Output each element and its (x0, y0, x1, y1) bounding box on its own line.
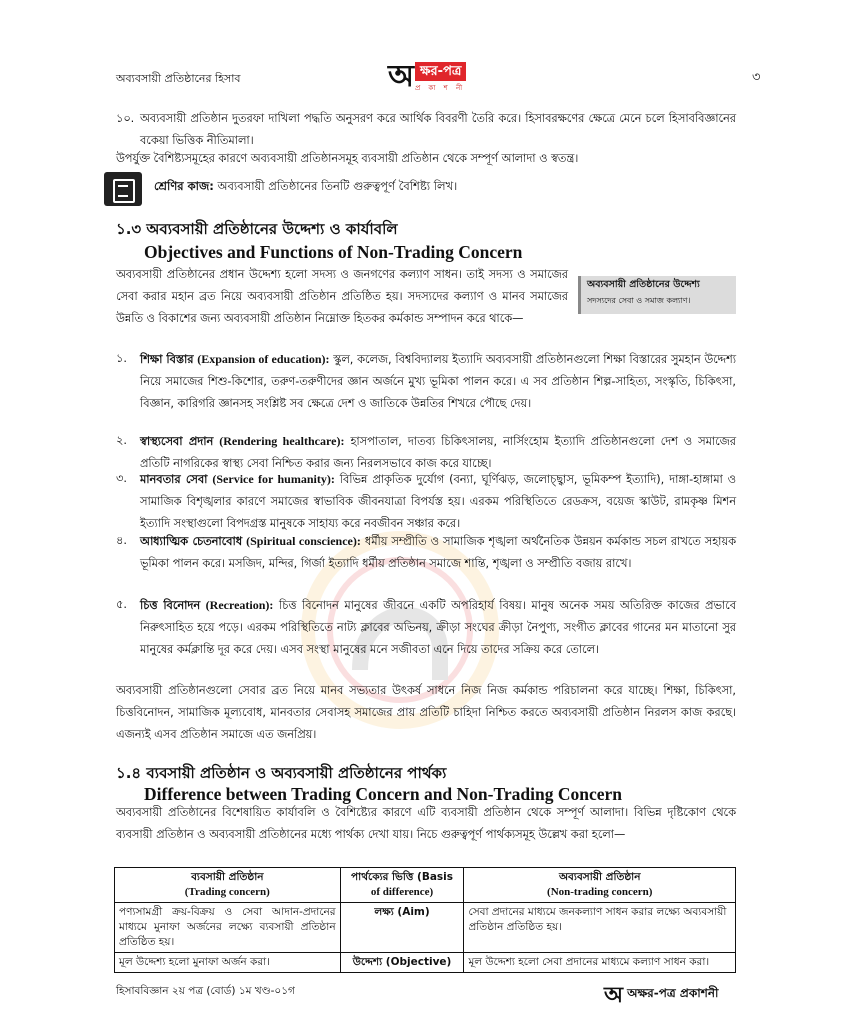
table-header-row (115, 868, 736, 903)
table-header-cell (340, 868, 464, 903)
running-header-title: অব্যবসায়ী প্রতিষ্ঠানের হিসাব (116, 72, 241, 85)
footer-publisher (604, 984, 718, 1006)
list-item-heading-english: (Service for humanity): (212, 472, 335, 486)
table-header-cell (464, 868, 736, 903)
class-work-note (154, 178, 457, 197)
list-item-heading: স্বাস্থ্যসেবা প্রদান (140, 435, 214, 448)
classwork-icon (104, 172, 142, 206)
list-item-heading: মানবতার সেবা (140, 473, 208, 486)
list-item-heading: শিক্ষা বিস্তার (140, 353, 194, 366)
list-number: ৩. (116, 472, 127, 485)
summary-paragraph: উপর্যুক্ত বৈশিষ্ট্যসমূহের কারণে অব্যবসায়ী প্রতিষ্ঠানসমূহ ব্যবসায়ী প্রতিষ্ঠান থেকে সম্পূর্ণ আলাদা ও স্বতন্ত্র। (116, 152, 579, 165)
section-heading-english: Objectives and Functions of Non-Trading Concern (144, 242, 523, 262)
logo-mark: অ (388, 59, 414, 94)
basis-cell: উদ্দেশ্য (Objective) (340, 953, 464, 973)
list-number: ২. (116, 434, 127, 447)
list-number: ৫. (116, 598, 127, 611)
list-number: ১. (116, 352, 127, 365)
list-item-body: চিত্ত বিনোদন মানুষের জীবনে একটি অপরিহার্য বিষয়। মানুষ অনেক সময় অতিরিক্ত কাজের প্রভাবে নিরুৎসাহিত হয়ে পড়ে। এরকম পরিস্থিতিতে নাট্য ক্লাবের অভিনয়, ক্রীড়া সংঘের ক্রীড়া নৈপুণ্য, সংগীত ক্লাবের গানের মন মাতানো সুর মানুষের কর্মক্লান্তি দূর করে দেয়। এসব সংস্থা মানুষের মনে সজীবতা এনে দিয়ে তাদের সক্রিয় করে তোলে। (140, 599, 736, 656)
section-heading: ১.৪ ব্যবসায়ী প্রতিষ্ঠান ও অব্যবসায়ী প্রতিষ্ঠানের পার্থক্য (116, 764, 447, 782)
list-item-heading-english: (Expansion of education): (197, 352, 330, 366)
side-note-body: সদস্যদের সেবা ও সমাজ কল্যাণ। (587, 296, 691, 305)
column-heading-english: of difference) (370, 886, 434, 898)
column-heading-english: (Non-trading concern) (547, 886, 653, 898)
column-heading: অব্যবসায়ী প্রতিষ্ঠান (558, 871, 641, 883)
list-item-body: হাসপাতাল, দাতব্য চিকিৎসালয়, নার্সিংহোম ইত্যাদি প্রতিষ্ঠানগুলো দেশ ও সমাজের প্রতিটি নাগরিকের স্বাস্থ্য সেবা নিশ্চিত করার জন্য নিরলসভাবে কাজ করে যাচ্ছে। (140, 435, 736, 470)
list-item-body: ধর্মীয় সম্প্রীতি ও সামাজিক শৃঙ্খলা অর্থনৈতিক উন্নয়ন কর্মকান্ড সচল রাখতে সহায়ক ভূমিকা পালন করে। মসজিদ, মন্দির, গির্জা ইত্যাদি ধর্মীয় প্রতিষ্ঠান সমাজে শান্তি, শৃঙ্খলা ও সম্প্রীতি বজায় রাখে। (140, 535, 737, 570)
list-item-body: বিভিন্ন প্রাকৃতিক দুর্যোগ (বন্যা, ঘূর্ণিঝড়, জলোচ্ছ্বাস, ভূমিকম্প ইত্যাদি), দাঙ্গা-হাঙ্গামা ও সামাজিক বিশৃঙ্খলার কারণে সমাজের স্বাভাবিক জীবনযাত্রা বিপর্যস্ত হয়। এরকম পরিস্থিতিতে রেডক্রস, বয়েজ স্কাউট, রামকৃষ্ণ মিশন ইত্যাদি সংস্থাগুলো বিপদগ্রস্ত মানুষকে সাহায্য করে নবজীবন সঞ্চার করে। (140, 473, 736, 530)
list-number: ৪. (116, 534, 127, 547)
section-intro-paragraph: অব্যবসায়ী প্রতিষ্ঠানের প্রধান উদ্দেশ্য হলো সদস্য ও জনগণের কল্যাণ সাধন। তাই সদস্য ও সমাজের সেবা করার মহান ব্রত নিয়ে অব্যবসায়ী প্রতিষ্ঠান প্রতিষ্ঠিত হয়। সদস্যদের কল্যাণ ও মানব সমাজের উন্নতি ও বিকাশের জন্য অব্যবসায়ী প্রতিষ্ঠান নিম্নোক্ত হিতকর কর্মকান্ড সম্পাদন করে থাকে— (116, 268, 568, 325)
column-heading-english: (Trading concern) (184, 886, 270, 898)
non-trading-cell: মূল উদ্দেশ্য হলো সেবা প্রদানের মাধ্যমে কল্যাণ সাধন করা। (464, 953, 736, 973)
list-item (140, 348, 736, 415)
basis-cell: লক্ষ্য (Aim) (340, 903, 464, 953)
table-row (115, 903, 736, 953)
publisher-name: অক্ষর-পত্র প্রকাশনী (627, 986, 719, 1000)
class-work-text: অব্যবসায়ী প্রতিষ্ঠানের তিনটি গুরুত্বপূর্ণ বৈশিষ্ট্য লিখ। (217, 179, 458, 193)
logo-subtitle: প্র কা শ নী (414, 84, 466, 92)
comparison-table (114, 867, 736, 973)
list-item-heading: চিত্ত বিনোদন (140, 599, 201, 612)
trading-cell: মূল উদ্দেশ্য হলো মুনাফা অর্জন করা। (115, 953, 341, 973)
page-number: ৩ (752, 70, 761, 85)
closing-paragraph: অব্যবসায়ী প্রতিষ্ঠানগুলো সেবার ব্রত নিয়ে মানব সভ্যতার উৎকর্ষ সাধনে নিজ নিজ কর্মকান্ড পরিচালনা করে যাচ্ছে। শিক্ষা, চিকিৎসা, চিত্তবিনোদন, সামাজিক মূল্যবোধ, মানবতার সেবাসহ সমাজের প্রায় প্রতিটি চাহিদা নিশ্চিত করতে অব্যবসায়ী প্রতিষ্ঠান নিরলস কাজ করছে। এজন্যই এসব প্রতিষ্ঠান সমাজে এত জনপ্রিয়। (116, 684, 736, 741)
non-trading-cell: সেবা প্রদানের মাধ্যমে জনকল্যাণ সাধন করার লক্ষ্যে অব্যবসায়ী প্রতিষ্ঠান প্রতিষ্ঠিত হয়। (464, 903, 736, 953)
list-item (140, 468, 736, 535)
list-item-heading-english: (Recreation): (205, 598, 274, 612)
list-item-heading: আধ্যাত্মিক চেতনাবোধ (140, 535, 243, 548)
list-item (140, 594, 736, 661)
side-note-box (578, 276, 736, 314)
list-item (140, 530, 736, 575)
list-item-heading-english: (Rendering healthcare): (219, 434, 345, 448)
logo-word: ক্ষর-পত্র (415, 62, 466, 81)
list-item-heading-english: (Spiritual conscience): (246, 534, 361, 548)
trading-cell: পণ্যসামগ্রী ক্রয়-বিক্রয় ও সেবা আদান-প্রদানের মাধ্যমে মুনাফা অর্জনের লক্ষ্যে ব্যবসায়ী প্রতিষ্ঠান প্রতিষ্ঠিত হয়। (115, 903, 341, 953)
section-intro-paragraph: অব্যবসায়ী প্রতিষ্ঠানের বিশেষায়িত কার্যাবলি ও বৈশিষ্ট্যের কারণে এটি ব্যবসায়ী প্রতিষ্ঠান থেকে সম্পূর্ণ আলাদা। বিভিন্ন দৃষ্টিকোণ থেকে ব্যবসায়ী প্রতিষ্ঠান ও অব্যবসায়ী প্রতিষ্ঠানের মধ্যে পার্থক্য দেখা যায়। নিচে গুরুত্বপূর্ণ পার্থক্যসমূহ উল্লেখ করা হলো— (116, 806, 736, 841)
publisher-logo (388, 59, 466, 96)
section-heading: ১.৩ অব্যবসায়ী প্রতিষ্ঠানের উদ্দেশ্য ও কার্যাবলি (116, 220, 398, 238)
footer-logo-mark: অ (604, 982, 624, 1008)
footer-book-title: হিসাববিজ্ঞান ২য় পত্র (বোর্ড) ১ম খণ্ড-০১গ (116, 985, 295, 997)
class-work-label: শ্রেণির কাজ: (154, 179, 214, 193)
list-number: ১০. (116, 112, 135, 125)
column-heading: পার্থক্যের ভিত্তি (Basis (351, 871, 454, 883)
table-header-cell (115, 868, 341, 903)
list-item-body: স্কুল, কলেজ, বিশ্ববিদ্যালয় ইত্যাদি অব্যবসায়ী প্রতিষ্ঠানগুলো শিক্ষা বিস্তারের সুমহান উদ্দেশ্য নিয়ে সমাজের শিশু-কিশোর, তরুণ-তরুণীদের জ্ঞান অর্জনে মুখ্য ভূমিকা পালন করে। এ সব প্রতিষ্ঠান শিল্প-সাহিত্য, সংস্কৃতি, চিকিৎসা, বিজ্ঞান, কারিগরি জ্ঞানসহ সংশ্লিষ্ট সব ক্ষেত্রে দেশ ও জাতিকে উন্নতির শিখরে পৌছে দেয়। (140, 353, 736, 410)
section-heading-english: Difference between Trading Concern and Non-Trading Concern (144, 784, 622, 804)
table-row (115, 953, 736, 973)
column-heading: ব্যবসায়ী প্রতিষ্ঠান (191, 871, 264, 883)
side-note-title: অব্যবসায়ী প্রতিষ্ঠানের উদ্দেশ্য (587, 279, 700, 290)
list-item-text: অব্যবসায়ী প্রতিষ্ঠান দুতরফা দাখিলা পদ্ধতি অনুসরণ করে আর্থিক বিবরণী তৈরি করে। হিসাবরক্ষণের ক্ষেত্রে মেনে চলে হিসাববিজ্ঞানের বকেয়া ভিত্তিক নীতিমালা। (140, 112, 736, 147)
